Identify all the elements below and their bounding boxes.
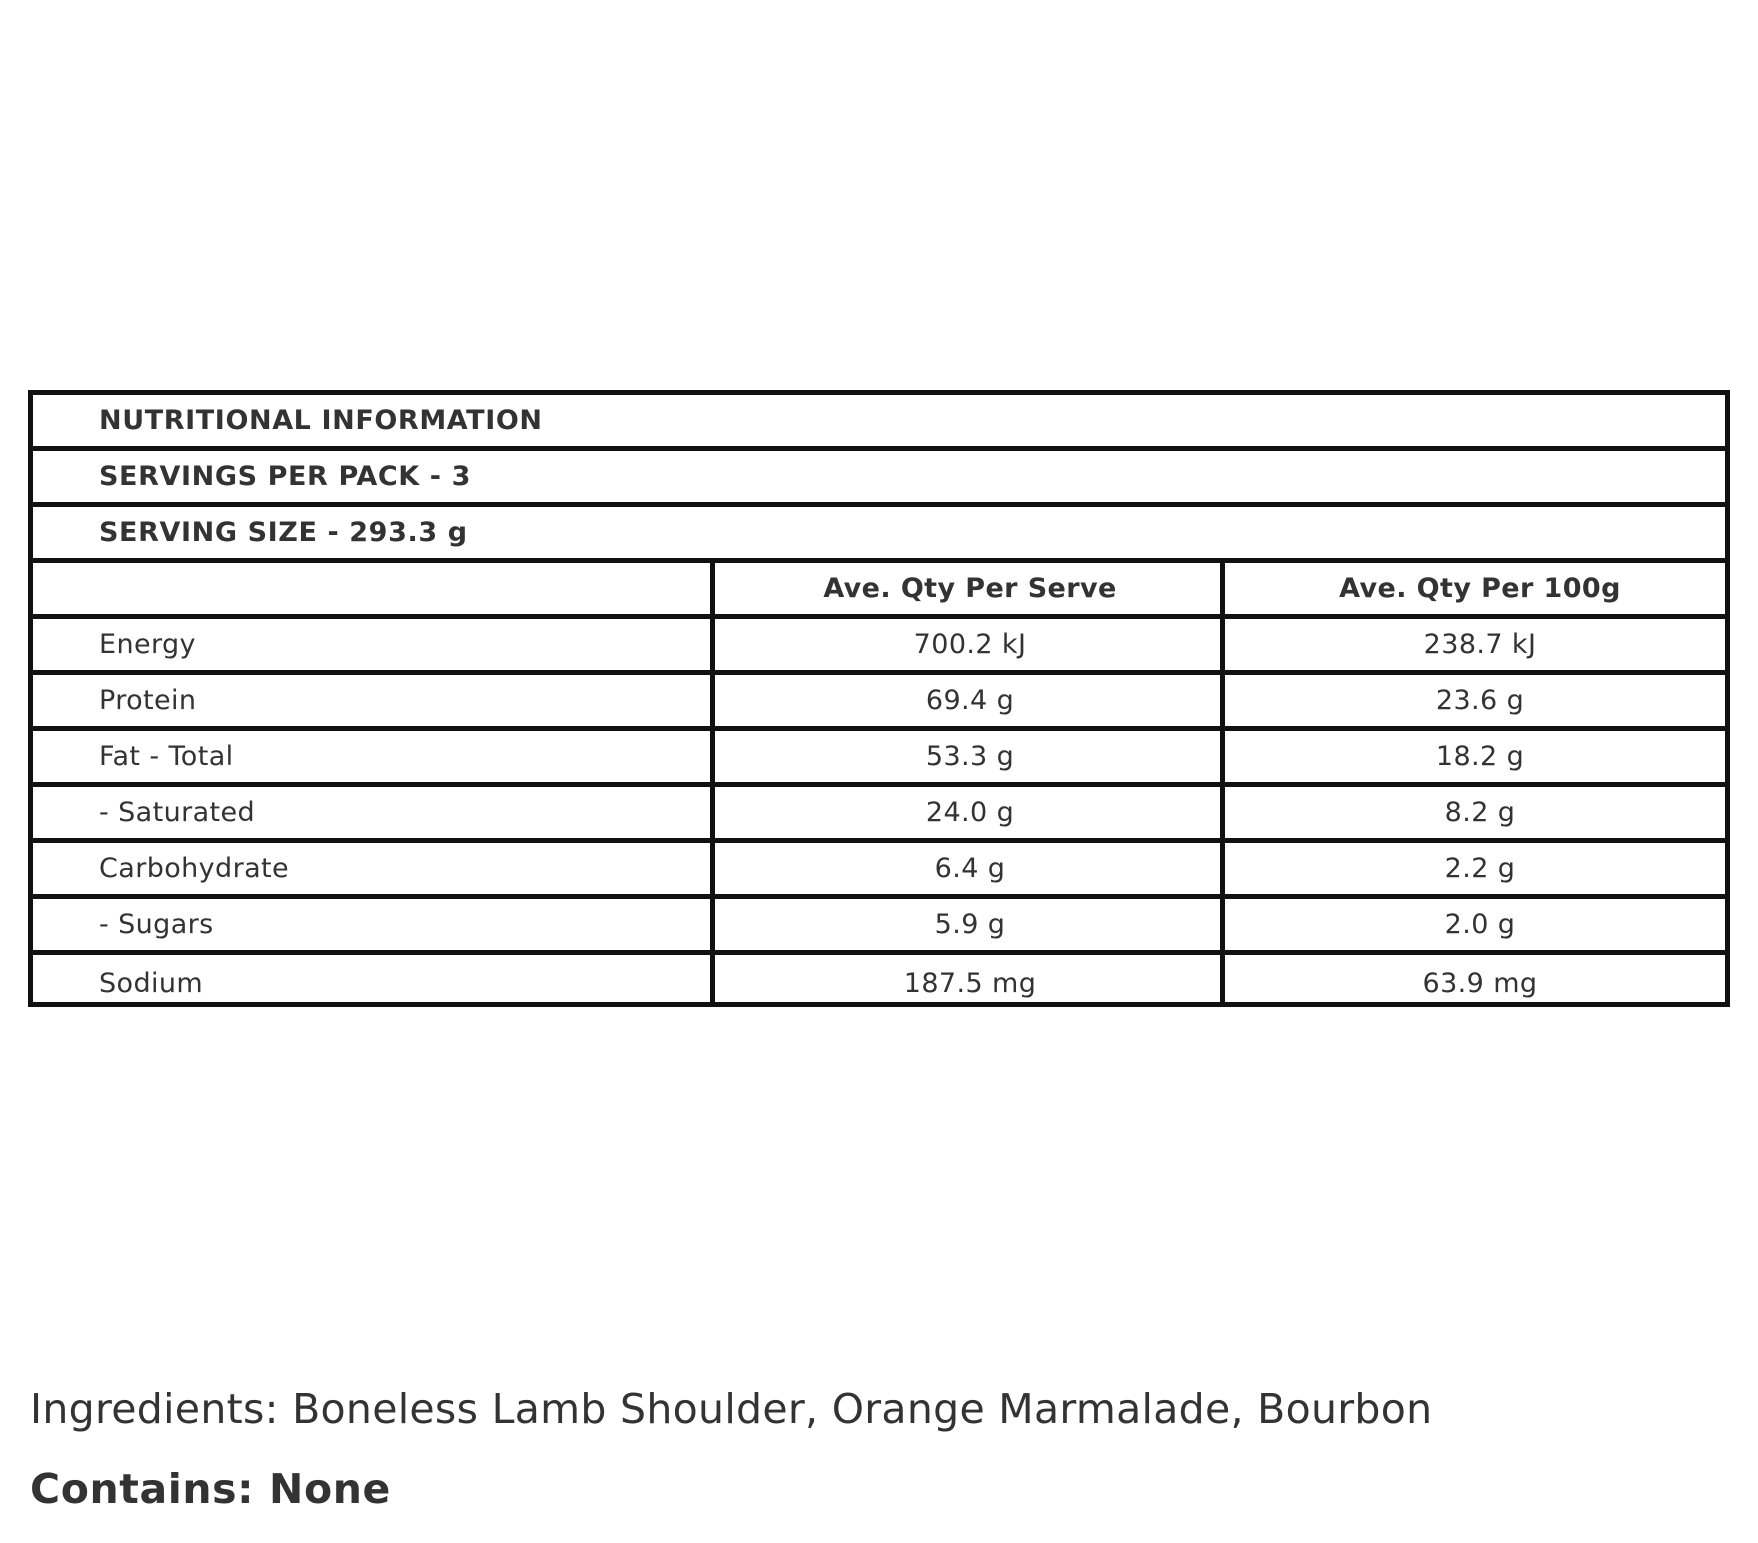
table-row (33, 955, 1725, 1011)
panel-title: NUTRITIONAL INFORMATION (99, 405, 543, 436)
ingredients-text: Ingredients: Boneless Lamb Shoulder, Orange Marmalade, Bourbon (30, 1385, 1433, 1433)
nutrient-label: Protein (99, 685, 197, 716)
table-row (33, 787, 1725, 843)
header-per-100g: Ave. Qty Per 100g (1339, 573, 1621, 604)
table-row (33, 899, 1725, 955)
nutrient-label: Fat - Total (99, 741, 234, 772)
nutrient-label: Carbohydrate (99, 853, 290, 884)
allergen-statement: Contains: None (30, 1465, 391, 1513)
per-serve-value: 6.4 g (934, 853, 1006, 884)
nutrition-panel (28, 390, 1730, 1007)
per-serve-value: 69.4 g (925, 685, 1015, 716)
table-row (33, 619, 1725, 675)
per-serve-value: 5.9 g (934, 909, 1006, 940)
serving-size: SERVING SIZE - 293.3 g (99, 517, 468, 548)
nutrient-label: Sodium (99, 967, 204, 999)
nutrient-label: Energy (99, 629, 196, 660)
table-row (33, 675, 1725, 731)
header-per-serve: Ave. Qty Per Serve (823, 573, 1117, 604)
servings-per-pack: SERVINGS PER PACK - 3 (99, 461, 471, 492)
title-row (33, 395, 1725, 451)
per-100g-value: 23.6 g (1435, 685, 1525, 716)
table-row (33, 843, 1725, 899)
per-100g-value: 8.2 g (1444, 797, 1516, 828)
per-serve-value: 187.5 mg (903, 967, 1037, 999)
nutrient-label: - Sugars (99, 909, 214, 940)
nutrient-label: - Saturated (99, 797, 256, 828)
per-100g-value: 2.0 g (1444, 909, 1516, 940)
per-100g-value: 2.2 g (1444, 853, 1516, 884)
per-serve-value: 53.3 g (925, 741, 1015, 772)
column-divider (1220, 561, 1225, 1002)
per-100g-value: 238.7 kJ (1423, 629, 1537, 660)
per-serve-value: 24.0 g (925, 797, 1015, 828)
per-100g-value: 63.9 mg (1422, 967, 1538, 999)
table-row (33, 731, 1725, 787)
header-nutrient (99, 563, 699, 614)
column-divider (710, 561, 715, 1002)
column-header-row (33, 563, 1725, 619)
per-serve-value: 700.2 kJ (913, 629, 1027, 660)
per-100g-value: 18.2 g (1435, 741, 1525, 772)
servings-row (33, 451, 1725, 507)
serving-size-row (33, 507, 1725, 563)
